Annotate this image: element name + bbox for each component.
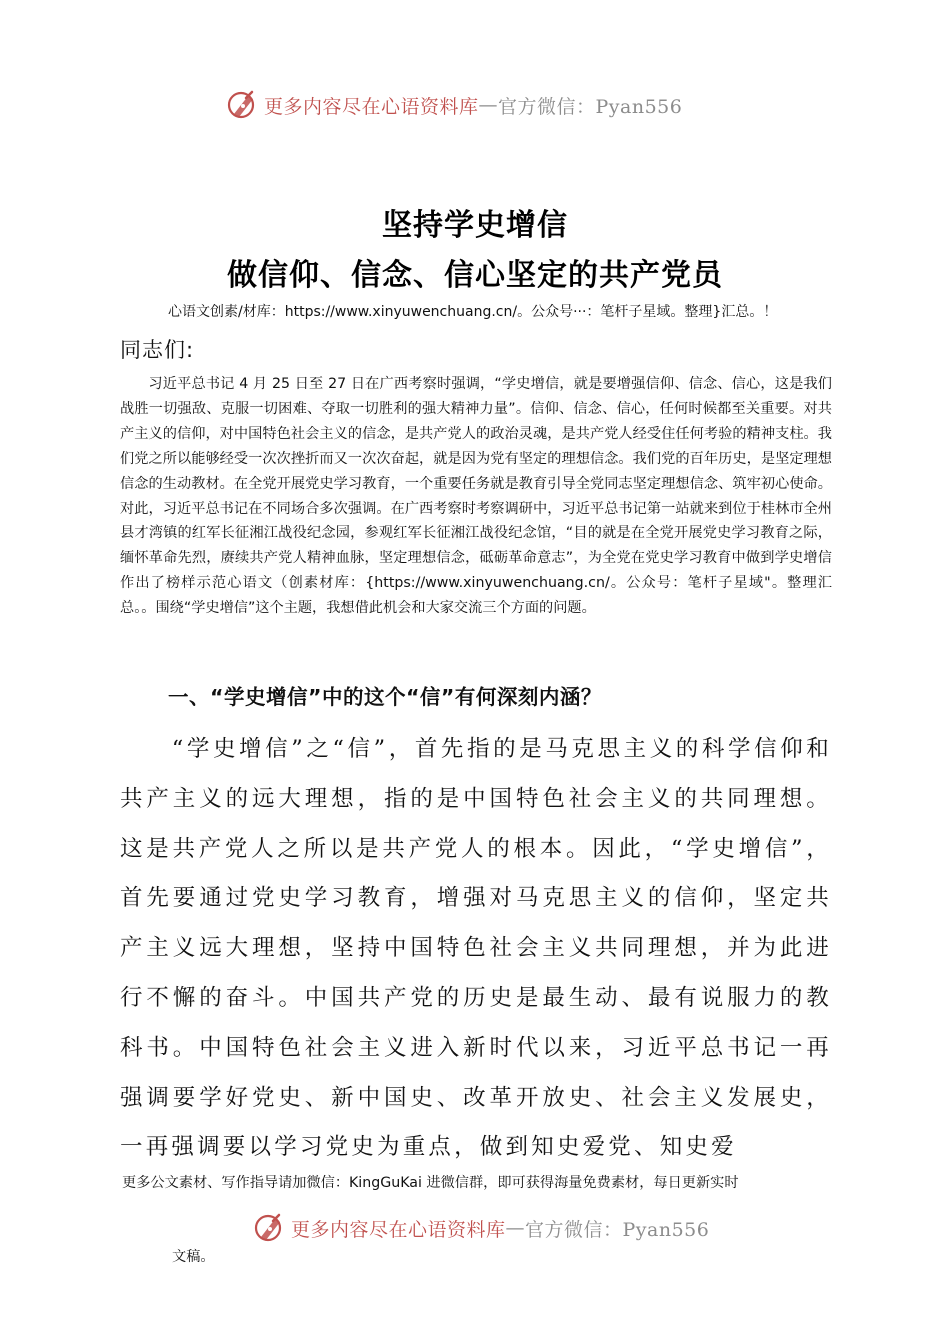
watermark-dash: —	[505, 1217, 526, 1239]
body-paragraph: “学史增信”之“信”，首先指的是马克思主义的科学信仰和共产主义的远大理想，指的是中国特色社会主义的共同理想。这是共产党人之所以是共产党人的根本。因此，“学史增信”，首先要通过党史学习教育，增强对马克思主义的信仰，坚定共产主义远大理想，坚持中国特色社会主义共同理想，并为此进行不懈的奋斗。中国共产党的历史是最生动、最有说服力的教科书。中国特色社会主义进入新时代以来，习近平总书记一再强调要学好党史、新中国史、改革开放史、社会主义发展史，一再强调要以学习党史为重点，做到知史爱党、知史爱	[120, 736, 832, 1161]
document-title-line-1: 坚持学史增信	[382, 208, 568, 243]
pen-nib-logo-icon	[226, 88, 260, 122]
watermark-red-text: 更多内容尽在心语资料库	[291, 1218, 506, 1241]
watermark-header	[226, 88, 682, 122]
watermark-gray-text: 官方微信：Pyan556	[498, 95, 683, 118]
salutation: 同志们:	[120, 338, 195, 362]
footer-note-continuation: 文稿。	[172, 1249, 215, 1265]
intro-paragraph: 习近平总书记 4 月 25 日至 27 日在广西考察时强调，“学史增信，就是要增强信仰、信念、信心，这是我们战胜一切强敌、克服一切困难、夺取一切胜利的强大精神力量”。信仰、信念、信心，任何时候都至关重要。对共产主义的信仰，对中国特色社会主义的信念，是共产党人的政治灵魂，是共产党人经受住任何考验的精神支柱。我们党之所以能够经受一次次挫折而又一次次奋起，就是因为党有坚定的理想信念。我们党的百年历史，是坚定理想信念的生动教材。在全党开展党史学习教育，一个重要任务就是教育引导全党同志坚定理想信念、筑牢初心使命。对此，习近平总书记在不同场合多次强调。在广西考察时考察调研中，习近平总书记第一站就来到位于桂林市全州县才湾镇的红军长征湘江战役纪念园，参观红军长征湘江战役纪念馆，“目的就是在全党开展党史学习教育之际，缅怀革命先烈，赓续共产党人精神血脉，坚定理想信念，砥砺革命意志”，为全党在党史学习教育中做到学史增信作出了榜样示范心语文（创素材库：{https://www.xinyuwenchuang.cn/。公众号：笔杆子星域"。整理汇总。。围绕“学史增信”这个主题，我想借此机会和大家交流三个方面的问题。	[120, 376, 832, 617]
watermark-gray-text: 官方微信：Pyan556	[525, 1218, 710, 1241]
document-title-line-2: 做信仰、信念、信心坚定的共产党员	[227, 258, 723, 293]
source-line: 心语文创素/材库：https://www.xinyuwenchuang.cn/。公众号···：笔杆子星域。整理}汇总。！	[168, 304, 778, 320]
section-heading-1: 一、“学史增信”中的这个“信”有何深刻内涵？	[168, 685, 602, 709]
watermark-red-text: 更多内容尽在心语资料库	[264, 95, 479, 118]
watermark-dash: —	[478, 94, 499, 116]
pen-nib-logo-icon	[253, 1211, 287, 1245]
footer-note: 更多公文素材、写作指导请加微信：KingGuKai 进微信群，即可获得海量免费素材，每日更新实时	[122, 1175, 739, 1191]
watermark-footer	[253, 1211, 709, 1245]
